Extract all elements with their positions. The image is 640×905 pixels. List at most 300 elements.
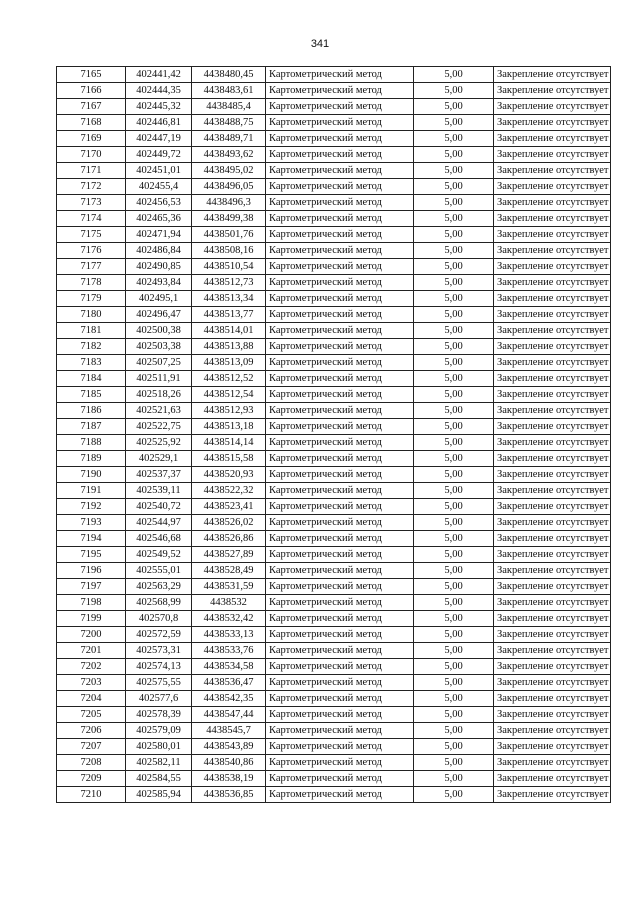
table-row — [57, 355, 611, 371]
fixation-cell: Закрепление отсутствует — [494, 163, 611, 179]
method-cell: Картометрический метод — [266, 659, 414, 675]
accuracy-cell: 5,00 — [414, 467, 494, 483]
y-coordinate-cell: 4438508,16 — [192, 243, 266, 259]
table-row — [57, 547, 611, 563]
point-number-cell: 7184 — [57, 371, 126, 387]
fixation-cell: Закрепление отсутствует — [494, 211, 611, 227]
method-cell: Картометрический метод — [266, 147, 414, 163]
y-coordinate-cell: 4438493,62 — [192, 147, 266, 163]
x-coordinate-cell: 402456,53 — [126, 195, 192, 211]
x-coordinate-cell: 402446,81 — [126, 115, 192, 131]
point-number-cell: 7203 — [57, 675, 126, 691]
method-cell: Картометрический метод — [266, 323, 414, 339]
point-number-cell: 7198 — [57, 595, 126, 611]
y-coordinate-cell: 4438533,76 — [192, 643, 266, 659]
point-number-cell: 7204 — [57, 691, 126, 707]
table-row — [57, 339, 611, 355]
accuracy-cell: 5,00 — [414, 195, 494, 211]
method-cell: Картометрический метод — [266, 467, 414, 483]
fixation-cell: Закрепление отсутствует — [494, 563, 611, 579]
y-coordinate-cell: 4438512,93 — [192, 403, 266, 419]
fixation-cell: Закрепление отсутствует — [494, 131, 611, 147]
table-row — [57, 179, 611, 195]
accuracy-cell: 5,00 — [414, 387, 494, 403]
table-row — [57, 195, 611, 211]
x-coordinate-cell: 402540,72 — [126, 499, 192, 515]
y-coordinate-cell: 4438531,59 — [192, 579, 266, 595]
y-coordinate-cell: 4438512,52 — [192, 371, 266, 387]
point-number-cell: 7172 — [57, 179, 126, 195]
point-number-cell: 7207 — [57, 739, 126, 755]
table-row — [57, 147, 611, 163]
fixation-cell: Закрепление отсутствует — [494, 467, 611, 483]
y-coordinate-cell: 4438513,34 — [192, 291, 266, 307]
fixation-cell: Закрепление отсутствует — [494, 707, 611, 723]
point-number-cell: 7190 — [57, 467, 126, 483]
method-cell: Картометрический метод — [266, 435, 414, 451]
accuracy-cell: 5,00 — [414, 643, 494, 659]
point-number-cell: 7206 — [57, 723, 126, 739]
x-coordinate-cell: 402570,8 — [126, 611, 192, 627]
method-cell: Картометрический метод — [266, 67, 414, 83]
fixation-cell: Закрепление отсутствует — [494, 67, 611, 83]
x-coordinate-cell: 402577,6 — [126, 691, 192, 707]
x-coordinate-cell: 402584,55 — [126, 771, 192, 787]
accuracy-cell: 5,00 — [414, 515, 494, 531]
y-coordinate-cell: 4438485,4 — [192, 99, 266, 115]
method-cell: Картометрический метод — [266, 83, 414, 99]
point-number-cell: 7175 — [57, 227, 126, 243]
point-number-cell: 7181 — [57, 323, 126, 339]
accuracy-cell: 5,00 — [414, 483, 494, 499]
method-cell: Картометрический метод — [266, 339, 414, 355]
table-row — [57, 99, 611, 115]
point-number-cell: 7197 — [57, 579, 126, 595]
table-row — [57, 227, 611, 243]
point-number-cell: 7200 — [57, 627, 126, 643]
y-coordinate-cell: 4438489,71 — [192, 131, 266, 147]
x-coordinate-cell: 402507,25 — [126, 355, 192, 371]
point-number-cell: 7180 — [57, 307, 126, 323]
method-cell: Картометрический метод — [266, 115, 414, 131]
point-number-cell: 7182 — [57, 339, 126, 355]
fixation-cell: Закрепление отсутствует — [494, 179, 611, 195]
fixation-cell: Закрепление отсутствует — [494, 499, 611, 515]
method-cell: Картометрический метод — [266, 483, 414, 499]
fixation-cell: Закрепление отсутствует — [494, 515, 611, 531]
y-coordinate-cell: 4438543,89 — [192, 739, 266, 755]
accuracy-cell: 5,00 — [414, 595, 494, 611]
x-coordinate-cell: 402585,94 — [126, 787, 192, 803]
accuracy-cell: 5,00 — [414, 707, 494, 723]
accuracy-cell: 5,00 — [414, 531, 494, 547]
fixation-cell: Закрепление отсутствует — [494, 243, 611, 259]
method-cell: Картометрический метод — [266, 595, 414, 611]
fixation-cell: Закрепление отсутствует — [494, 659, 611, 675]
fixation-cell: Закрепление отсутствует — [494, 115, 611, 131]
point-number-cell: 7193 — [57, 515, 126, 531]
point-number-cell: 7168 — [57, 115, 126, 131]
x-coordinate-cell: 402518,26 — [126, 387, 192, 403]
point-number-cell: 7192 — [57, 499, 126, 515]
y-coordinate-cell: 4438534,58 — [192, 659, 266, 675]
accuracy-cell: 5,00 — [414, 307, 494, 323]
x-coordinate-cell: 402546,68 — [126, 531, 192, 547]
method-cell: Картометрический метод — [266, 179, 414, 195]
y-coordinate-cell: 4438513,88 — [192, 339, 266, 355]
accuracy-cell: 5,00 — [414, 115, 494, 131]
x-coordinate-cell: 402578,39 — [126, 707, 192, 723]
fixation-cell: Закрепление отсутствует — [494, 611, 611, 627]
y-coordinate-cell: 4438542,35 — [192, 691, 266, 707]
method-cell: Картометрический метод — [266, 307, 414, 323]
point-number-cell: 7202 — [57, 659, 126, 675]
fixation-cell: Закрепление отсутствует — [494, 195, 611, 211]
method-cell: Картометрический метод — [266, 259, 414, 275]
accuracy-cell: 5,00 — [414, 659, 494, 675]
accuracy-cell: 5,00 — [414, 83, 494, 99]
y-coordinate-cell: 4438496,05 — [192, 179, 266, 195]
table-row — [57, 211, 611, 227]
x-coordinate-cell: 402537,37 — [126, 467, 192, 483]
x-coordinate-cell: 402580,01 — [126, 739, 192, 755]
table-row — [57, 659, 611, 675]
table-row — [57, 723, 611, 739]
table-row — [57, 771, 611, 787]
accuracy-cell: 5,00 — [414, 563, 494, 579]
method-cell: Картометрический метод — [266, 371, 414, 387]
fixation-cell: Закрепление отсутствует — [494, 627, 611, 643]
method-cell: Картометрический метод — [266, 515, 414, 531]
y-coordinate-cell: 4438483,61 — [192, 83, 266, 99]
x-coordinate-cell: 402582,11 — [126, 755, 192, 771]
fixation-cell: Закрепление отсутствует — [494, 531, 611, 547]
y-coordinate-cell: 4438496,3 — [192, 195, 266, 211]
x-coordinate-cell: 402579,09 — [126, 723, 192, 739]
fixation-cell: Закрепление отсутствует — [494, 723, 611, 739]
method-cell: Картометрический метод — [266, 99, 414, 115]
x-coordinate-cell: 402444,35 — [126, 83, 192, 99]
point-number-cell: 7189 — [57, 451, 126, 467]
accuracy-cell: 5,00 — [414, 131, 494, 147]
method-cell: Картометрический метод — [266, 291, 414, 307]
fixation-cell: Закрепление отсутствует — [494, 771, 611, 787]
accuracy-cell: 5,00 — [414, 227, 494, 243]
method-cell: Картометрический метод — [266, 627, 414, 643]
point-number-cell: 7210 — [57, 787, 126, 803]
method-cell: Картометрический метод — [266, 163, 414, 179]
accuracy-cell: 5,00 — [414, 579, 494, 595]
method-cell: Картометрический метод — [266, 739, 414, 755]
x-coordinate-cell: 402525,92 — [126, 435, 192, 451]
accuracy-cell: 5,00 — [414, 163, 494, 179]
point-number-cell: 7185 — [57, 387, 126, 403]
table-row — [57, 67, 611, 83]
table-row — [57, 755, 611, 771]
fixation-cell: Закрепление отсутствует — [494, 579, 611, 595]
point-number-cell: 7178 — [57, 275, 126, 291]
y-coordinate-cell: 4438523,41 — [192, 499, 266, 515]
y-coordinate-cell: 4438532,42 — [192, 611, 266, 627]
point-number-cell: 7199 — [57, 611, 126, 627]
fixation-cell: Закрепление отсутствует — [494, 291, 611, 307]
method-cell: Картометрический метод — [266, 419, 414, 435]
table-row — [57, 787, 611, 803]
fixation-cell: Закрепление отсутствует — [494, 739, 611, 755]
accuracy-cell: 5,00 — [414, 627, 494, 643]
y-coordinate-cell: 4438488,75 — [192, 115, 266, 131]
point-number-cell: 7186 — [57, 403, 126, 419]
method-cell: Картометрический метод — [266, 451, 414, 467]
x-coordinate-cell: 402521,63 — [126, 403, 192, 419]
point-number-cell: 7174 — [57, 211, 126, 227]
point-number-cell: 7196 — [57, 563, 126, 579]
point-number-cell: 7176 — [57, 243, 126, 259]
table-row — [57, 531, 611, 547]
y-coordinate-cell: 4438501,76 — [192, 227, 266, 243]
point-number-cell: 7194 — [57, 531, 126, 547]
y-coordinate-cell: 4438495,02 — [192, 163, 266, 179]
point-number-cell: 7191 — [57, 483, 126, 499]
point-number-cell: 7169 — [57, 131, 126, 147]
y-coordinate-cell: 4438528,49 — [192, 563, 266, 579]
method-cell: Картометрический метод — [266, 707, 414, 723]
table-row — [57, 643, 611, 659]
method-cell: Картометрический метод — [266, 531, 414, 547]
table-row — [57, 163, 611, 179]
fixation-cell: Закрепление отсутствует — [494, 323, 611, 339]
method-cell: Картометрический метод — [266, 675, 414, 691]
method-cell: Картометрический метод — [266, 243, 414, 259]
accuracy-cell: 5,00 — [414, 259, 494, 275]
accuracy-cell: 5,00 — [414, 99, 494, 115]
point-number-cell: 7183 — [57, 355, 126, 371]
point-number-cell: 7208 — [57, 755, 126, 771]
fixation-cell: Закрепление отсутствует — [494, 99, 611, 115]
table-body — [57, 67, 611, 803]
accuracy-cell: 5,00 — [414, 451, 494, 467]
method-cell: Картометрический метод — [266, 499, 414, 515]
fixation-cell: Закрепление отсутствует — [494, 227, 611, 243]
accuracy-cell: 5,00 — [414, 243, 494, 259]
table-row — [57, 691, 611, 707]
method-cell: Картометрический метод — [266, 579, 414, 595]
fixation-cell: Закрепление отсутствует — [494, 387, 611, 403]
table-row — [57, 739, 611, 755]
table-row — [57, 627, 611, 643]
x-coordinate-cell: 402555,01 — [126, 563, 192, 579]
x-coordinate-cell: 402522,75 — [126, 419, 192, 435]
table-row — [57, 499, 611, 515]
fixation-cell: Закрепление отсутствует — [494, 355, 611, 371]
method-cell: Картометрический метод — [266, 211, 414, 227]
table-row — [57, 595, 611, 611]
y-coordinate-cell: 4438520,93 — [192, 467, 266, 483]
method-cell: Картометрический метод — [266, 355, 414, 371]
x-coordinate-cell: 402465,36 — [126, 211, 192, 227]
table-row — [57, 419, 611, 435]
fixation-cell: Закрепление отсутствует — [494, 643, 611, 659]
y-coordinate-cell: 4438536,85 — [192, 787, 266, 803]
fixation-cell: Закрепление отсутствует — [494, 147, 611, 163]
accuracy-cell: 5,00 — [414, 211, 494, 227]
table-row — [57, 467, 611, 483]
x-coordinate-cell: 402539,11 — [126, 483, 192, 499]
accuracy-cell: 5,00 — [414, 371, 494, 387]
x-coordinate-cell: 402544,97 — [126, 515, 192, 531]
y-coordinate-cell: 4438513,18 — [192, 419, 266, 435]
point-number-cell: 7171 — [57, 163, 126, 179]
x-coordinate-cell: 402449,72 — [126, 147, 192, 163]
x-coordinate-cell: 402511,91 — [126, 371, 192, 387]
y-coordinate-cell: 4438526,02 — [192, 515, 266, 531]
table-row — [57, 307, 611, 323]
accuracy-cell: 5,00 — [414, 739, 494, 755]
x-coordinate-cell: 402445,32 — [126, 99, 192, 115]
accuracy-cell: 5,00 — [414, 419, 494, 435]
method-cell: Картометрический метод — [266, 563, 414, 579]
y-coordinate-cell: 4438547,44 — [192, 707, 266, 723]
x-coordinate-cell: 402575,55 — [126, 675, 192, 691]
fixation-cell: Закрепление отсутствует — [494, 595, 611, 611]
x-coordinate-cell: 402455,4 — [126, 179, 192, 195]
fixation-cell: Закрепление отсутствует — [494, 259, 611, 275]
accuracy-cell: 5,00 — [414, 771, 494, 787]
y-coordinate-cell: 4438499,38 — [192, 211, 266, 227]
accuracy-cell: 5,00 — [414, 691, 494, 707]
method-cell: Картометрический метод — [266, 403, 414, 419]
x-coordinate-cell: 402573,31 — [126, 643, 192, 659]
method-cell: Картометрический метод — [266, 723, 414, 739]
fixation-cell: Закрепление отсутствует — [494, 483, 611, 499]
point-number-cell: 7188 — [57, 435, 126, 451]
x-coordinate-cell: 402500,38 — [126, 323, 192, 339]
fixation-cell: Закрепление отсутствует — [494, 307, 611, 323]
method-cell: Картометрический метод — [266, 771, 414, 787]
y-coordinate-cell: 4438514,14 — [192, 435, 266, 451]
table-row — [57, 563, 611, 579]
accuracy-cell: 5,00 — [414, 435, 494, 451]
x-coordinate-cell: 402574,13 — [126, 659, 192, 675]
y-coordinate-cell: 4438513,09 — [192, 355, 266, 371]
x-coordinate-cell: 402451,01 — [126, 163, 192, 179]
x-coordinate-cell: 402495,1 — [126, 291, 192, 307]
table-row — [57, 291, 611, 307]
table-row — [57, 483, 611, 499]
accuracy-cell: 5,00 — [414, 403, 494, 419]
y-coordinate-cell: 4438540,86 — [192, 755, 266, 771]
x-coordinate-cell: 402563,29 — [126, 579, 192, 595]
accuracy-cell: 5,00 — [414, 147, 494, 163]
y-coordinate-cell: 4438514,01 — [192, 323, 266, 339]
table-row — [57, 275, 611, 291]
table-row — [57, 115, 611, 131]
x-coordinate-cell: 402549,52 — [126, 547, 192, 563]
table-row — [57, 131, 611, 147]
table-row — [57, 323, 611, 339]
table-row — [57, 259, 611, 275]
accuracy-cell: 5,00 — [414, 355, 494, 371]
method-cell: Картометрический метод — [266, 131, 414, 147]
fixation-cell: Закрепление отсутствует — [494, 787, 611, 803]
x-coordinate-cell: 402496,47 — [126, 307, 192, 323]
point-number-cell: 7170 — [57, 147, 126, 163]
accuracy-cell: 5,00 — [414, 787, 494, 803]
method-cell: Картометрический метод — [266, 195, 414, 211]
method-cell: Картометрический метод — [266, 755, 414, 771]
accuracy-cell: 5,00 — [414, 723, 494, 739]
accuracy-cell: 5,00 — [414, 323, 494, 339]
method-cell: Картометрический метод — [266, 275, 414, 291]
x-coordinate-cell: 402529,1 — [126, 451, 192, 467]
y-coordinate-cell: 4438532 — [192, 595, 266, 611]
x-coordinate-cell: 402471,94 — [126, 227, 192, 243]
table-row — [57, 83, 611, 99]
point-number-cell: 7201 — [57, 643, 126, 659]
x-coordinate-cell: 402568,99 — [126, 595, 192, 611]
fixation-cell: Закрепление отсутствует — [494, 547, 611, 563]
point-number-cell: 7187 — [57, 419, 126, 435]
fixation-cell: Закрепление отсутствует — [494, 371, 611, 387]
table-row — [57, 435, 611, 451]
y-coordinate-cell: 4438512,54 — [192, 387, 266, 403]
point-number-cell: 7205 — [57, 707, 126, 723]
table-row — [57, 707, 611, 723]
y-coordinate-cell: 4438533,13 — [192, 627, 266, 643]
x-coordinate-cell: 402486,84 — [126, 243, 192, 259]
accuracy-cell: 5,00 — [414, 67, 494, 83]
table-row — [57, 387, 611, 403]
fixation-cell: Закрепление отсутствует — [494, 339, 611, 355]
table-row — [57, 611, 611, 627]
fixation-cell: Закрепление отсутствует — [494, 755, 611, 771]
fixation-cell: Закрепление отсутствует — [494, 675, 611, 691]
coordinates-table — [56, 66, 611, 803]
point-number-cell: 7177 — [57, 259, 126, 275]
y-coordinate-cell: 4438527,89 — [192, 547, 266, 563]
y-coordinate-cell: 4438515,58 — [192, 451, 266, 467]
y-coordinate-cell: 4438545,7 — [192, 723, 266, 739]
table-row — [57, 515, 611, 531]
x-coordinate-cell: 402572,59 — [126, 627, 192, 643]
accuracy-cell: 5,00 — [414, 755, 494, 771]
method-cell: Картометрический метод — [266, 227, 414, 243]
y-coordinate-cell: 4438526,86 — [192, 531, 266, 547]
table-row — [57, 403, 611, 419]
point-number-cell: 7209 — [57, 771, 126, 787]
y-coordinate-cell: 4438480,45 — [192, 67, 266, 83]
x-coordinate-cell: 402447,19 — [126, 131, 192, 147]
method-cell: Картометрический метод — [266, 611, 414, 627]
point-number-cell: 7166 — [57, 83, 126, 99]
accuracy-cell: 5,00 — [414, 275, 494, 291]
accuracy-cell: 5,00 — [414, 339, 494, 355]
accuracy-cell: 5,00 — [414, 675, 494, 691]
x-coordinate-cell: 402493,84 — [126, 275, 192, 291]
table-row — [57, 579, 611, 595]
y-coordinate-cell: 4438512,73 — [192, 275, 266, 291]
point-number-cell: 7173 — [57, 195, 126, 211]
y-coordinate-cell: 4438538,19 — [192, 771, 266, 787]
fixation-cell: Закрепление отсутствует — [494, 451, 611, 467]
fixation-cell: Закрепление отсутствует — [494, 403, 611, 419]
fixation-cell: Закрепление отсутствует — [494, 419, 611, 435]
method-cell: Картометрический метод — [266, 643, 414, 659]
table-row — [57, 371, 611, 387]
point-number-cell: 7165 — [57, 67, 126, 83]
method-cell: Картометрический метод — [266, 387, 414, 403]
y-coordinate-cell: 4438536,47 — [192, 675, 266, 691]
